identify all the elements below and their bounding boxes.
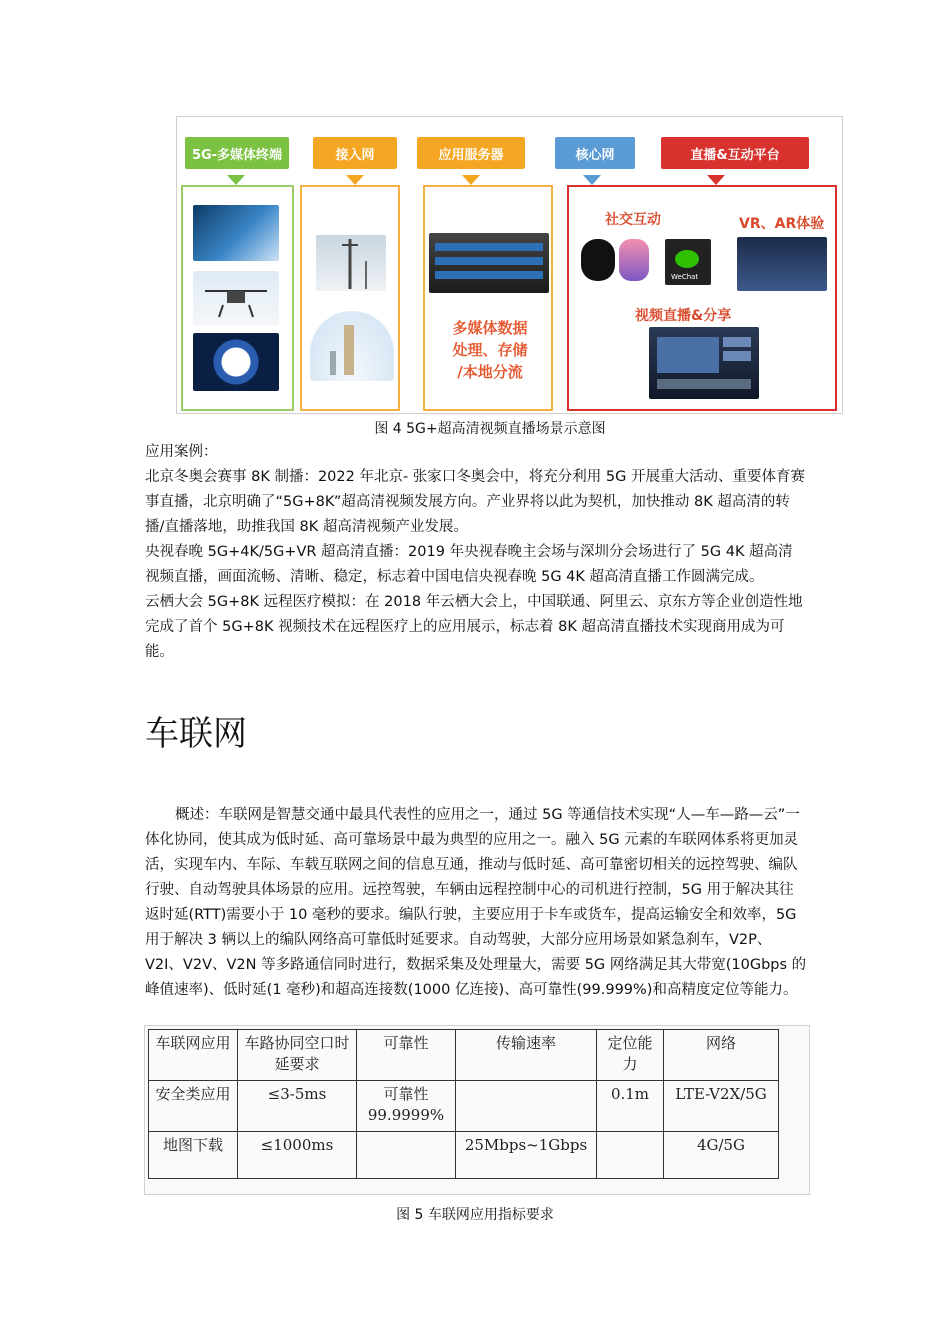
table-cell: LTE-V2X/5G [664,1081,779,1132]
server-caption-text [425,317,555,383]
overview-text: 概述：车联网是智慧交通中最具代表性的应用之一，通过 5G 等通信技术实现“人—车—路—云”一体化协同，使其成为低时延、高可靠场景中最为典型的应用之一。融入 5G 元素的车联网体系将更加灵活，实现车内、车际、车载互联网之间的信息互通，推动与低时延、高可靠密切相关的远控驾驶、编队行驶、自动驾驶具体场景的应用。远控驾驶，车辆由远程控制中心的司机进行控制，5G 用于解决其往返时延(RTT)需要小于 10 毫秒的要求。编队行驶，主要应用于卡车或货车，提高运输安全和效率，5G 用于解决 3 辆以上的编队网络高可靠低时延要求。自动驾驶，大部分应用场景如紧急刹车，V2P、V2I、V2V、V2N 等多路通信同时进行，数据采集及处理量大，需要 5G 网络满足其大带宽(10Gbps 的峰值速率)、低时延(1 毫秒)和超高连接数(1000 亿连接)、高可靠性(99.999%)和高精度定位等能力。 [145,807,807,998]
vr-image [737,237,827,291]
figure5-caption: 图 5 车联网应用指标要求 [396,1207,554,1223]
server-rack-image [429,233,549,293]
social-label: 社交互动 [605,212,661,228]
table-cell: 4G/5G [664,1132,779,1179]
video-player-image [649,327,759,399]
table-cell: 0.1m [597,1081,664,1132]
table-header-cell: 车路协同空口时延要求 [238,1030,357,1081]
base-station-image [316,235,386,291]
figure-5g-live-diagram [176,116,843,414]
access-network-panel [300,185,400,411]
table-header-cell: 可靠性 [357,1030,456,1081]
table-row [149,1081,779,1132]
arrow-down-icon [346,175,364,185]
case-cctv-gala: 央视春晚 5G+4K/5G+VR 超高清直播：2019 年央视春晚主会场与深圳分会场进行了 5G 4K 超高清视频直播，画面流畅、清晰、稳定，标志着中国电信央视春晚 5G 4K 超高清直播工作圆满完成。 [145,544,793,585]
case-yunqi: 云栖大会 5G+8K 远程医疗模拟：在 2018 年云栖大会上，中国联通、阿里云、京东方等企业创造性地完成了首个 5G+8K 视频技术在远程医疗上的应用展示，标志着 8K 超高清直播技术实现商用成为可能。 [145,594,803,660]
server-caption-line: 处理、存储 [452,341,528,359]
arrow-down-icon [462,175,480,185]
smart-device-image [193,205,279,261]
header-app-server: 应用服务器 [417,137,525,169]
drone-image [193,271,279,325]
live-share-label: 视频直播&分享 [635,308,732,324]
table-cell [597,1132,664,1179]
arrow-down-icon [227,175,245,185]
qq-logo-icon [581,239,615,281]
table-header-row [149,1030,779,1081]
requirements-table [148,1029,779,1179]
application-cases [145,440,807,665]
coverage-dome-image [310,311,394,381]
header-access-network: 接入网 [313,137,397,169]
arrow-down-icon [583,175,601,185]
arrow-down-icon [707,175,725,185]
table-header-cell: 网络 [664,1030,779,1081]
wechat-logo-icon [665,239,711,285]
table-cell: ≤1000ms [238,1132,357,1179]
camera-image [193,333,279,391]
overview-paragraph [145,803,807,1003]
table-cell [357,1132,456,1179]
table-cell: ≤3-5ms [238,1081,357,1132]
server-caption-line: 多媒体数据 [452,319,528,337]
table-cell: 25Mbps~1Gbps [456,1132,597,1179]
terminal-panel [181,185,294,411]
section-title: 车联网 [145,714,247,754]
vr-ar-label: VR、AR体验 [739,216,825,232]
table-header-cell: 定位能力 [597,1030,664,1081]
requirements-table-image [144,1025,810,1195]
social-app-icon [619,239,649,281]
table-row [149,1132,779,1179]
table-cell: 地图下载 [149,1132,238,1179]
table-cell: 可靠性 99.9999% [357,1081,456,1132]
header-5g-terminal: 5G-多媒体终端 [185,137,289,169]
figure4-caption: 图 4 5G+超高清视频直播场景示意图 [374,421,606,437]
header-live-platform: 直播&互动平台 [661,137,809,169]
app-server-panel [423,185,553,411]
case-beijing-olympics: 北京冬奥会赛事 8K 制播：2022 年北京- 张家口冬奥会中，将充分利用 5G 开展重大活动、重要体育赛事直播，北京明确了“5G+8K”超高清视频发展方向。产业界将以此为契机，加快推动 8K 超高清的转播/直播落地，助推我国 8K 超高清视频产业发展。 [145,469,805,535]
table-cell: 安全类应用 [149,1081,238,1132]
table-cell [456,1081,597,1132]
table-header-cell: 传输速率 [456,1030,597,1081]
header-core-network: 核心网 [555,137,635,169]
cases-heading: 应用案例： [145,444,218,460]
table-header-cell: 车联网应用 [149,1030,238,1081]
server-caption-line: /本地分流 [457,363,523,381]
live-platform-panel [567,185,837,411]
svg-text:WeChat: WeChat [671,273,699,281]
